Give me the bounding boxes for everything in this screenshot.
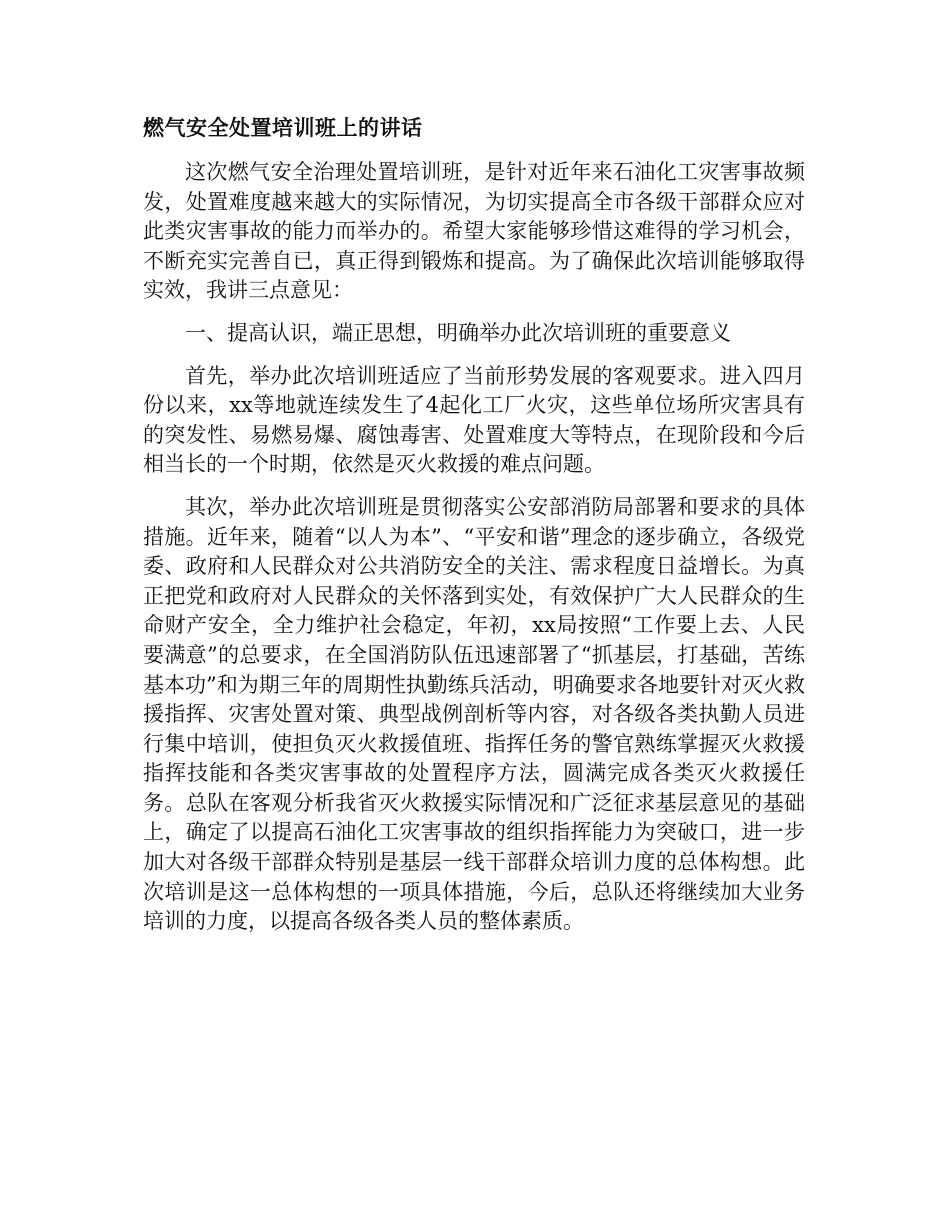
section-paragraph-second: 其次，举办此次培训班是贯彻落实公安部消防局部署和要求的具体措施。近年来，随着“以人为本”、“平安和谐”理念的逐步确立，各级党委、政府和人民群众对公共消防安全的关注、需求程度日益增长。为真正把党和政府对人民群众的关怀落到实处，有效保护广大人民群众的生命财产安全，全力维护社会稳定，年初，xx局按照“工作要上去、人民要满意”的总要求，在全国消防队伍迅速部署了“抓基层，打基础，苦练基本功”和为期三年的周期性执勤练兵活动，明确要求各地要针对灭火救援指挥、灾害处置对策、典型战例剖析等内容，对各级各类执勤人员进行集中培训，使担负灭火救援值班、指挥任务的警官熟练掌握灭火救援指挥技能和各类灾害事故的处置程序方法，圆满完成各类灭火救援任务。总队在客观分析我省灭火救援实际情况和广泛征求基层意见的基础上，确定了以提高石油化工灾害事故的组织指挥能力为突破口，进一步加大对各级干部群众特别是基层一线干部群众培训力度的总体构想。此次培训是这一总体构想的一项具体措施，今后，总队还将继续加大业务培训的力度，以提高各级各类人员的整体素质。 <box>143 494 805 934</box>
document-body <box>143 112 805 950</box>
intro-paragraph: 这次燃气安全治理处置培训班，是针对近年来石油化工灾害事故频发，处置难度越来越大的实际情况，为切实提高全市各级干部群众应对此类灾害事故的能力而举办的。希望大家能够珍惜这难得的学习机会，不断充实完善自已，真正得到锻炼和提高。为了确保此次培训能够取得实效，我讲三点意见： <box>143 160 805 303</box>
section-paragraph-first: 首先，举办此次培训班适应了当前形势发展的客观要求。进入四月份以来，xx等地就连续发生了4起化工厂火灾，这些单位场所灾害具有的突发性、易燃易爆、腐蚀毒害、处置难度大等特点，在现阶段和今后相当长的一个时期，依然是灭火救援的难点问题。 <box>143 363 805 477</box>
section-heading-1: 一、提高认识，端正思想，明确举办此次培训班的重要意义 <box>185 320 731 345</box>
document-title: 燃气安全处置培训班上的讲话 <box>143 116 423 140</box>
